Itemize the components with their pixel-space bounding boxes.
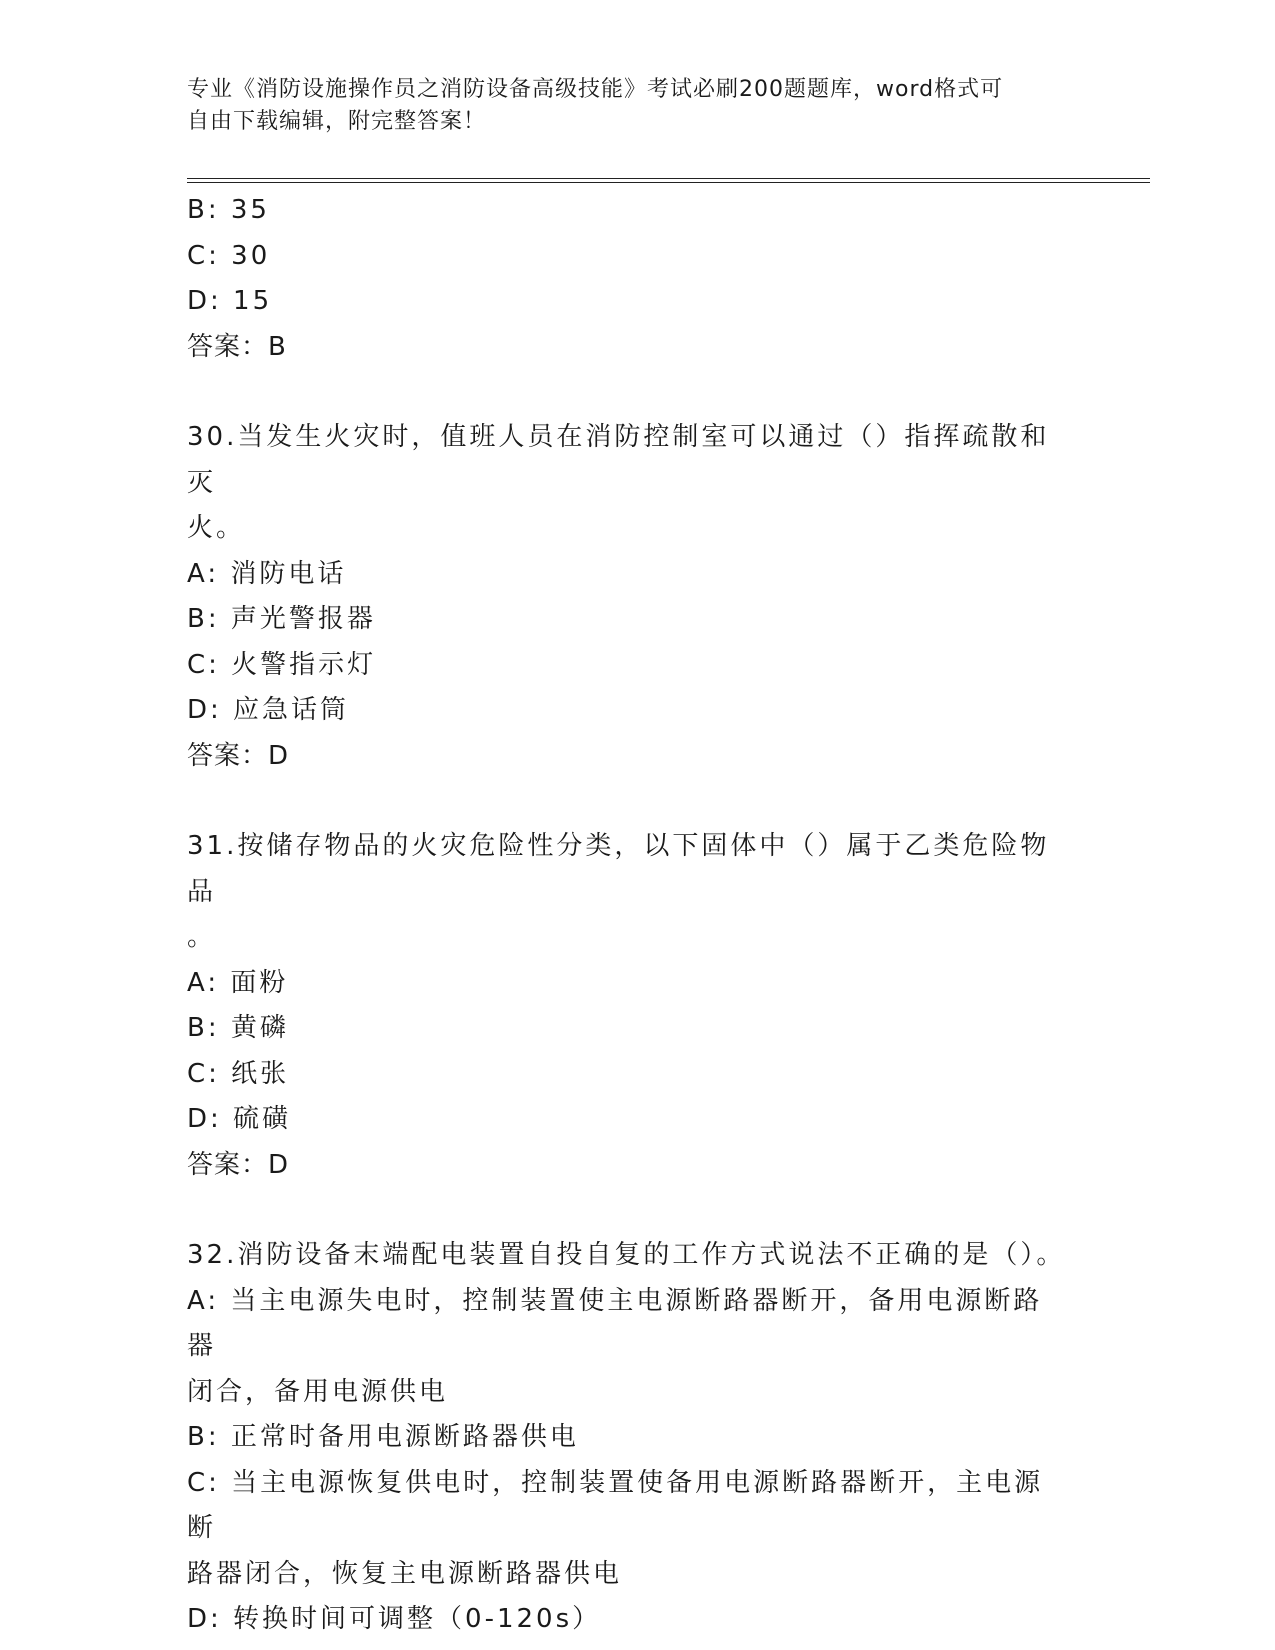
question-stem-cont: 。 xyxy=(187,922,217,952)
spacer xyxy=(187,779,1067,824)
header-line-2: 自由下载编辑，附完整答案！ xyxy=(187,109,487,134)
question-list xyxy=(187,188,1067,1643)
option-a: A: 消防电话 xyxy=(187,558,347,589)
question-stem: 30.当发生火灾时，值班人员在消防控制室可以通过（）指挥疏散和灭 xyxy=(187,422,1050,498)
option-b: B: 声光警报器 xyxy=(187,604,376,634)
option-d: D: 转换时间可调整（0-120s） xyxy=(187,1604,602,1634)
answer: 答案：D xyxy=(187,1149,290,1180)
question-stem-cont: 火。 xyxy=(187,513,246,543)
option-c: C: 30 xyxy=(187,240,271,271)
question-stem: 31.按储存物品的火灾危险性分类，以下固体中（）属于乙类危险物品 xyxy=(187,831,1050,907)
answer: 答案：D xyxy=(187,740,290,771)
option-d: D: 15 xyxy=(187,286,273,316)
option-d: D: 硫磺 xyxy=(187,1104,292,1134)
question-31 xyxy=(187,824,1067,1188)
option-c: C: 火警指示灯 xyxy=(187,649,377,680)
header-line-1: 专业《消防设施操作员之消防设备高级技能》考试必刷200题题库，word格式可 xyxy=(187,77,1004,102)
document-header xyxy=(187,74,1067,138)
question-30 xyxy=(187,415,1067,779)
option-b: B: 35 xyxy=(187,195,270,225)
question-29 xyxy=(187,188,1067,370)
answer: 答案：B xyxy=(187,331,287,362)
option-d: D: 应急话筒 xyxy=(187,695,350,725)
option-a-cont: 闭合，备用电源供电 xyxy=(187,1376,449,1407)
option-c: C: 纸张 xyxy=(187,1058,290,1089)
spacer xyxy=(187,1188,1067,1233)
question-32 xyxy=(187,1233,1067,1643)
option-c-cont: 路器闭合，恢复主电源断路器供电 xyxy=(187,1558,623,1589)
option-a: A: 当主电源失电时，控制装置使主电源断路器断开，备用电源断路器 xyxy=(187,1285,1043,1361)
question-stem: 32.消防设备末端配电装置自投自复的工作方式说法不正确的是（）。 xyxy=(187,1240,1066,1270)
option-a: A: 面粉 xyxy=(187,967,289,998)
option-c: C: 当主电源恢复供电时，控制装置使备用电源断路器断开，主电源断 xyxy=(187,1467,1044,1543)
option-b: B: 正常时备用电源断路器供电 xyxy=(187,1422,579,1452)
spacer xyxy=(187,370,1067,415)
option-b: B: 黄磷 xyxy=(187,1013,289,1043)
header-divider xyxy=(187,178,1150,183)
